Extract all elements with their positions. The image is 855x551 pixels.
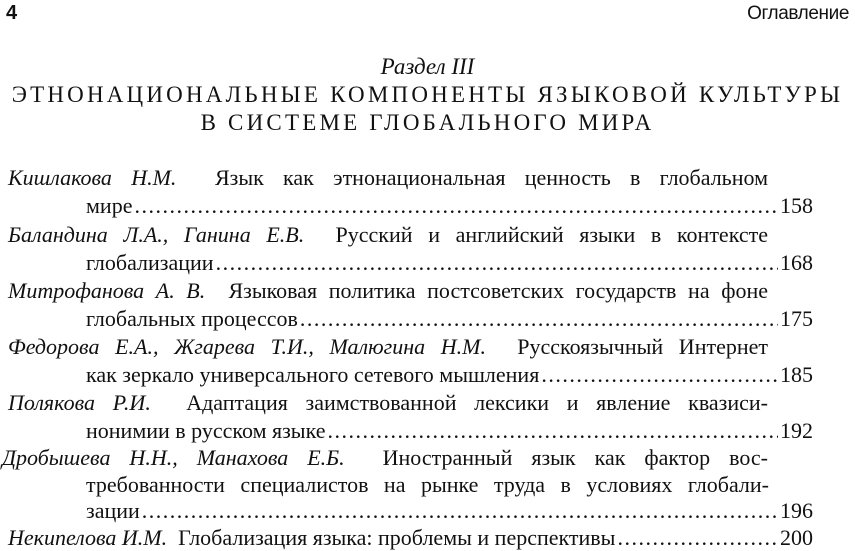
dot-leader: [142, 498, 778, 524]
toc-title: Адаптация заимствованной лексики и явление квазиси-: [186, 390, 769, 415]
section-title-line-1: ЭТНОНАЦИОНАЛЬНЫЕ КОМПОНЕНТЫ ЯЗЫКОВОЙ КУЛЬТУРЫ: [11, 82, 844, 107]
toc-title: Русский и английский языки в контексте: [335, 222, 768, 247]
toc-title-end: как зеркало универсального сетевого мышления: [86, 362, 540, 387]
dot-leader: [300, 306, 778, 332]
running-header-title: Оглавление: [747, 3, 849, 24]
toc-title-end: глобализации: [86, 250, 214, 275]
toc-author: Полякова Р.И.: [8, 390, 151, 415]
dot-leader: [328, 418, 779, 444]
toc-page-number: 185: [780, 362, 813, 387]
dot-leader: [617, 525, 778, 551]
toc-author: Кишлакова Н.М.: [8, 165, 177, 190]
toc-title-end: мире: [86, 193, 133, 218]
toc-page-number: 175: [780, 306, 813, 331]
toc-author: Баландина Л.А., Ганина Е.В.: [8, 222, 305, 247]
toc-title-end: зации: [86, 498, 140, 523]
toc-page-number: 158: [780, 193, 813, 218]
page-number: 4: [6, 2, 18, 24]
toc-page-number: 200: [780, 525, 813, 550]
toc-author: Дробышева Н.Н., Манахова Е.Б.: [2, 445, 345, 470]
toc-title: Русскоязычный Интернет: [517, 334, 768, 359]
toc-title: Язык как этнонациональная ценность в глобальном: [214, 165, 768, 190]
toc-title-end: нонимии в русском языке: [86, 418, 326, 443]
toc-title: Глобализация языка: проблемы и перспективы: [178, 525, 616, 550]
toc-author: Федорова Е.А., Жгарева Т.И., Малюгина Н.М.: [8, 334, 486, 359]
section-label: Раздел III: [380, 54, 475, 79]
toc-author: Митрофанова А. В.: [8, 278, 206, 303]
section-title-line-2: В СИСТЕМЕ ГЛОБАЛЬНОГО МИРА: [200, 110, 655, 135]
toc-page-number: 192: [780, 418, 813, 443]
toc-title-end: глобальных процессов: [86, 306, 298, 331]
toc-page-number: 196: [780, 498, 813, 523]
toc-page-number: 168: [780, 250, 813, 275]
toc-title: Иностранный язык как фактор вос-: [382, 445, 768, 470]
dot-leader: [541, 362, 778, 388]
toc-title-continuation: требованности специалистов на рынке труда в условиях глобали-: [86, 472, 769, 497]
dot-leader: [134, 193, 778, 219]
dot-leader: [216, 250, 778, 276]
toc-title: Языковая политика постсоветских государств на фоне: [228, 278, 768, 303]
toc-author: Некипелова И.М.: [8, 525, 168, 550]
